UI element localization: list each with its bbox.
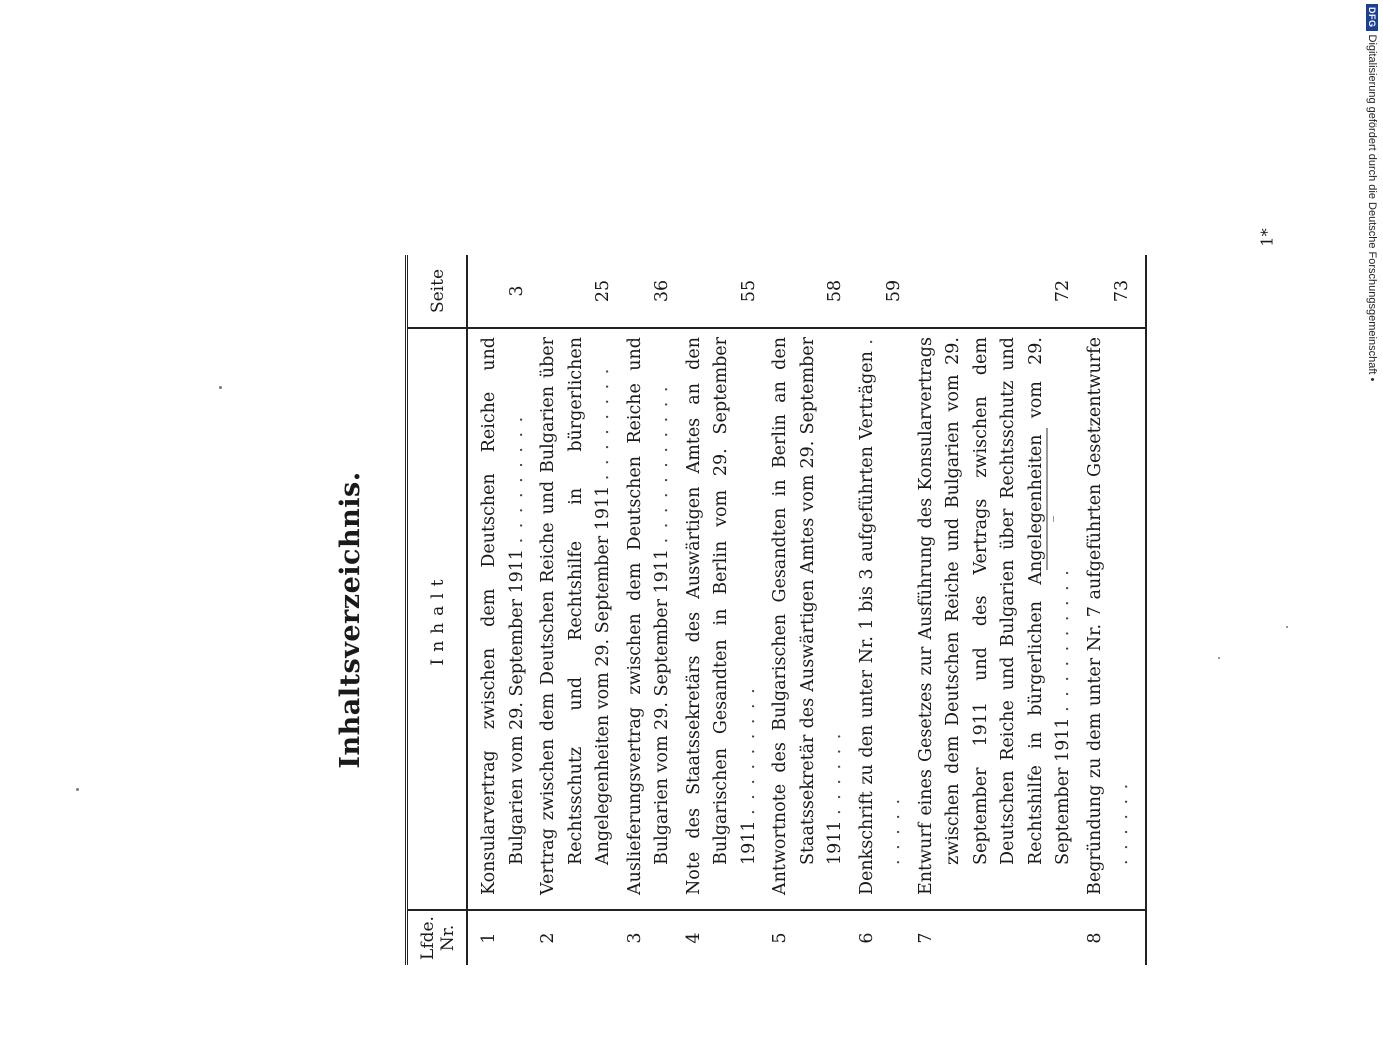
table-row	[852, 255, 911, 965]
entry-title: Konsularvertrag zwischen dem Deutschen Reiche und Bulgarien vom 29. September 1911 . . . . . . . . .	[479, 337, 527, 895]
table-row	[911, 255, 1080, 965]
dfg-credit-text: Digitalisierung gefördert durch die Deutsche Forschungsgemeinschaft •	[1366, 34, 1378, 382]
scan-speck	[1218, 657, 1220, 659]
entry-number: 2	[533, 910, 620, 965]
entry-number: 6	[852, 910, 911, 965]
column-header-inhalt: Inhalt	[407, 328, 468, 910]
entry-title: Antwortnote des Bulgarischen Gesandten in Berlin an den Staatssekretär des Auswärtigen Amtes vom 29. September 1911 . . . . . .	[770, 337, 845, 895]
entry-number: 4	[679, 910, 766, 965]
entry-page: 36	[620, 255, 679, 328]
scan-rule-mark	[1046, 428, 1048, 570]
entry-page: 25	[533, 255, 620, 328]
rotated-page	[295, 200, 1132, 1040]
entry-page: 3	[467, 255, 533, 328]
header-row	[407, 255, 468, 965]
dfg-credit	[1366, 4, 1378, 381]
table-row	[620, 255, 679, 965]
entry-number: 7	[911, 910, 1080, 965]
entry-page: 72	[911, 255, 1080, 328]
scan-speck	[219, 386, 222, 389]
entry-title: Auslieferungsvertrag zwischen dem Deutschen Reiche und Bulgarien vom 29. September 1911 . . . . . . . . . . .	[624, 337, 672, 895]
table-row	[765, 255, 852, 965]
table-row	[533, 255, 620, 965]
page-marker: 1*	[1257, 228, 1277, 247]
entry-title: Note des Staatssekretärs des Auswärtigen Amtes an den Bulgarischen Gesandten in Berlin vom 29. September 1911 . . . . . . . . .	[683, 337, 759, 895]
entry-number: 3	[620, 910, 679, 965]
scan-speck	[1286, 626, 1288, 628]
entry-number: 8	[1080, 910, 1146, 965]
scan-speck	[76, 788, 79, 791]
page-title: Inhaltsverzeichnis.	[335, 471, 366, 769]
table-row	[679, 255, 766, 965]
entry-title: Entwurf eines Gesetzes zur Ausführung des Konsularvertrags zwischen dem Deutschen Reiche und Bulgarien vom 29. September 1911 und des Vertrags zwischen dem Deutschen Reiche und Bulgarien über Rechtsschutz und Rechtshilfe in bürgerlichen Angelegenheiten vom 29. September 1911 . . . . . . . . . .	[915, 337, 1073, 895]
entry-page: 58	[765, 255, 852, 328]
entry-page: 59	[852, 255, 911, 328]
entry-title: Begründung zu dem unter Nr. 7 aufgeführten Gesetzentwurfe . . . . . .	[1084, 337, 1132, 895]
table-row	[1080, 255, 1146, 965]
column-header-nr: Lfde. Nr.	[407, 910, 468, 965]
entry-page: 73	[1080, 255, 1146, 328]
column-header-seite: Seite	[407, 255, 468, 328]
scan-rule-mark	[1053, 516, 1054, 522]
entry-title: Vertrag zwischen dem Deutschen Reiche und Bulgarien über Rechtsschutz und Rechtshilfe in bürgerlichen Angelegenheiten vom 29. September 1911 . . . . . . . .	[538, 337, 613, 895]
entry-page: 55	[679, 255, 766, 328]
dfg-logo: DFG	[1366, 4, 1378, 31]
entry-number: 5	[765, 910, 852, 965]
table-row	[467, 255, 533, 965]
table-of-contents	[405, 255, 1147, 965]
entry-number: 1	[467, 910, 533, 965]
entry-title: Denkschrift zu den unter Nr. 1 bis 3 aufgeführten Verträgen . . . . . .	[856, 337, 904, 895]
